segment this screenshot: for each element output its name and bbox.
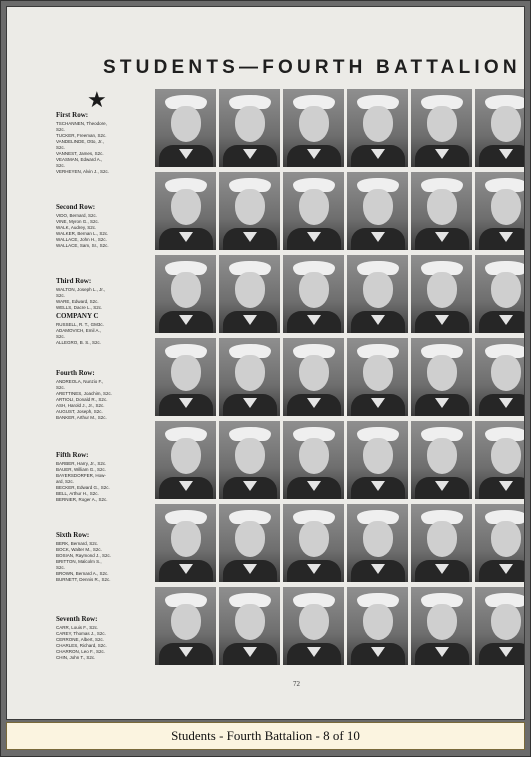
row-names-1: [56, 111, 156, 175]
student-name: BROWN, Bernard A., S2c.: [56, 571, 109, 576]
portrait-face: [363, 106, 393, 142]
portrait-face: [427, 438, 457, 474]
caption-text: Students - Fourth Battalion - 8 of 10: [171, 728, 360, 743]
portrait-face: [299, 604, 329, 640]
portrait-collar: [499, 232, 513, 242]
student-portrait: [475, 338, 525, 416]
student-portrait: [283, 587, 344, 665]
portrait-collar: [371, 481, 385, 491]
student-name: BANKER, Arthur M., S2c.: [56, 415, 107, 420]
name-list: [56, 541, 156, 583]
caption-bar: [6, 722, 525, 750]
student-portrait: [283, 421, 344, 499]
portrait-face: [171, 272, 201, 308]
page-number: 72: [293, 680, 300, 688]
student-name: WALK, Audrey, S2c.: [56, 225, 97, 230]
portrait-collar: [243, 315, 257, 325]
student-name: BAYERSDORFER, How-: [56, 473, 106, 478]
portrait-collar: [371, 564, 385, 574]
portrait-collar: [179, 315, 193, 325]
portrait-collar: [499, 398, 513, 408]
student-name: VEASMAN, Edward A.,: [56, 157, 103, 162]
name-list: [56, 287, 156, 311]
student-name: S2c.: [56, 565, 66, 570]
company-heading: COMPANY C: [56, 312, 99, 320]
portrait-face: [363, 604, 393, 640]
student-portrait: [283, 255, 344, 333]
portrait-face: [491, 355, 521, 391]
student-portrait: [155, 338, 216, 416]
portrait-collar: [435, 315, 449, 325]
student-portrait: [219, 504, 280, 582]
student-portrait: [347, 587, 408, 665]
student-portrait: [219, 587, 280, 665]
student-name: BOSIAN, Raymond J., S2c.: [56, 553, 112, 558]
student-name: VINE, Myron G., S2c.: [56, 219, 100, 224]
student-name: VANDELINDE, Otto, Jr.,: [56, 139, 104, 144]
student-name: BELL, Arthur H., S2c.: [56, 491, 99, 496]
portrait-collar: [243, 647, 257, 657]
row-names-4: [56, 369, 156, 421]
portrait-face: [171, 438, 201, 474]
portrait-collar: [243, 149, 257, 159]
row-heading: Fifth Row:: [56, 451, 89, 459]
student-name: S2c.: [56, 145, 66, 150]
student-portrait: [219, 255, 280, 333]
student-portrait: [155, 172, 216, 250]
portrait-face: [491, 604, 521, 640]
student-portrait: [283, 89, 344, 167]
student-portrait: [475, 255, 525, 333]
student-portrait: [475, 89, 525, 167]
portrait-face: [299, 272, 329, 308]
portrait-collar: [307, 232, 321, 242]
portrait-collar: [243, 564, 257, 574]
portrait-face: [427, 272, 457, 308]
student-name: BAUER, William G., S2c.: [56, 467, 107, 472]
student-name: S2c.: [56, 127, 66, 132]
student-name: ALLEGRO, B. S., S2c.: [56, 340, 102, 345]
name-list: [56, 625, 156, 661]
row-heading: Seventh Row:: [56, 615, 98, 623]
name-list: [56, 213, 156, 249]
student-portrait: [411, 504, 472, 582]
portrait-collar: [499, 647, 513, 657]
student-name: BARBER, Harry, Jr., S2c.: [56, 461, 107, 466]
student-portrait: [411, 89, 472, 167]
portrait-collar: [179, 647, 193, 657]
portrait-collar: [371, 647, 385, 657]
student-name: WALLACE, John H., S2c.: [56, 237, 107, 242]
portrait-collar: [499, 564, 513, 574]
portrait-collar: [179, 232, 193, 242]
page-title: STUDENTS—FOURTH BATTALION: [103, 57, 521, 78]
student-portrait: [219, 338, 280, 416]
portrait-face: [363, 189, 393, 225]
portrait-face: [491, 189, 521, 225]
portrait-collar: [307, 315, 321, 325]
student-name: VANNEST, James, S2c.: [56, 151, 104, 156]
row-heading: Fourth Row:: [56, 369, 95, 377]
portrait-collar: [179, 149, 193, 159]
student-portrait: [347, 421, 408, 499]
portrait-face: [171, 604, 201, 640]
portrait-face: [235, 106, 265, 142]
portrait-face: [299, 355, 329, 391]
portrait-collar: [371, 232, 385, 242]
student-portrait: [155, 89, 216, 167]
portrait-collar: [435, 481, 449, 491]
student-name: WALTON, Joseph L., Jr.,: [56, 287, 106, 292]
portrait-face: [491, 106, 521, 142]
portrait-grid: [155, 89, 525, 671]
student-name: CHIN, John T., S2c.: [56, 655, 96, 660]
portrait-face: [299, 189, 329, 225]
student-name: WALLACE, Sam, Sr., S2c.: [56, 243, 109, 248]
student-portrait: [219, 172, 280, 250]
portrait-collar: [371, 315, 385, 325]
student-portrait: [347, 255, 408, 333]
student-portrait: [347, 338, 408, 416]
yearbook-page: [6, 6, 525, 720]
portrait-collar: [435, 564, 449, 574]
portrait-face: [299, 438, 329, 474]
row-names-3: [56, 277, 156, 346]
student-portrait: [155, 504, 216, 582]
row-names-6: [56, 531, 156, 583]
portrait-face: [491, 272, 521, 308]
student-name: ard, S2c.: [56, 479, 75, 484]
portrait-face: [363, 355, 393, 391]
student-portrait: [475, 172, 525, 250]
student-name: WARE, Edward, S2c.: [56, 299, 99, 304]
portrait-face: [299, 106, 329, 142]
student-portrait: [155, 587, 216, 665]
student-portrait: [347, 89, 408, 167]
portrait-collar: [499, 315, 513, 325]
student-portrait: [475, 504, 525, 582]
student-name: S2c.: [56, 293, 66, 298]
portrait-face: [171, 106, 201, 142]
row-names-7: [56, 615, 156, 661]
row-names-2: [56, 203, 156, 249]
student-name: ARTIOLI, Donald R., S2c.: [56, 397, 108, 402]
student-portrait: [411, 338, 472, 416]
portrait-collar: [243, 398, 257, 408]
portrait-face: [427, 189, 457, 225]
portrait-face: [363, 272, 393, 308]
student-portrait: [283, 338, 344, 416]
student-name: S2c.: [56, 385, 66, 390]
student-portrait: [283, 172, 344, 250]
name-column: [56, 7, 156, 720]
portrait-collar: [371, 149, 385, 159]
student-portrait: [347, 172, 408, 250]
student-name: BRITTON, Malcolm S.,: [56, 559, 102, 564]
student-portrait: [347, 504, 408, 582]
portrait-face: [427, 106, 457, 142]
portrait-collar: [435, 647, 449, 657]
student-name: VERHEYEN, Alvin J., S2c.: [56, 169, 110, 174]
student-name: BERK, Bernard, S2c.: [56, 541, 99, 546]
portrait-face: [491, 438, 521, 474]
portrait-collar: [243, 232, 257, 242]
name-list: [56, 322, 156, 346]
student-name: BECKER, Edward G., S2c.: [56, 485, 110, 490]
portrait-face: [235, 521, 265, 557]
student-name: ANDREOLA, Nunzio F.,: [56, 379, 104, 384]
student-portrait: [475, 421, 525, 499]
name-list: [56, 461, 156, 503]
student-name: CHARLES, Richard, S2c.: [56, 643, 107, 648]
student-portrait: [411, 255, 472, 333]
star-icon: ★: [87, 87, 107, 112]
portrait-collar: [243, 481, 257, 491]
portrait-face: [171, 189, 201, 225]
portrait-collar: [307, 149, 321, 159]
student-name: WALKER, Bernan L., S2c.: [56, 231, 109, 236]
portrait-collar: [435, 149, 449, 159]
portrait-collar: [179, 398, 193, 408]
student-name: S2c.: [56, 334, 66, 339]
portrait-collar: [499, 149, 513, 159]
student-name: S2c.: [56, 163, 66, 168]
portrait-face: [171, 521, 201, 557]
student-name: BERNIER, Roger A., S2c.: [56, 497, 108, 502]
student-portrait: [219, 89, 280, 167]
student-name: ARETTINES, Joachim, S2c.: [56, 391, 113, 396]
portrait-collar: [307, 398, 321, 408]
student-name: TUCKER, Freeman, S2c.: [56, 133, 107, 138]
student-name: BOCK, Walter M., S2c.: [56, 547, 102, 552]
portrait-face: [299, 521, 329, 557]
portrait-collar: [179, 481, 193, 491]
student-portrait: [155, 421, 216, 499]
portrait-collar: [371, 398, 385, 408]
student-name: VIDO, Bernard, S2c.: [56, 213, 98, 218]
student-portrait: [475, 587, 525, 665]
student-portrait: [283, 504, 344, 582]
student-portrait: [155, 255, 216, 333]
student-name: WELLS, Dacre L., S2c.: [56, 305, 103, 310]
name-list: [56, 121, 156, 175]
student-name: CARR, Louis F., S2c.: [56, 625, 99, 630]
student-portrait: [411, 421, 472, 499]
portrait-face: [171, 355, 201, 391]
portrait-collar: [435, 398, 449, 408]
portrait-face: [427, 355, 457, 391]
student-name: TSCHANNEN, Theodore,: [56, 121, 107, 126]
row-heading: Third Row:: [56, 277, 92, 285]
row-names-5: [56, 451, 156, 503]
portrait-collar: [499, 481, 513, 491]
portrait-face: [235, 604, 265, 640]
portrait-collar: [307, 481, 321, 491]
portrait-face: [427, 521, 457, 557]
portrait-face: [235, 355, 265, 391]
student-name: ASH, Harold J., Jr., S2c.: [56, 403, 105, 408]
student-portrait: [411, 587, 472, 665]
student-name: CHARRON, Leo F., S2c.: [56, 649, 106, 654]
portrait-face: [235, 438, 265, 474]
portrait-face: [363, 438, 393, 474]
student-name: RUSSELL, R. T., GM3c.: [56, 322, 104, 327]
portrait-face: [427, 604, 457, 640]
student-name: CERRONE, Albert, S2c.: [56, 637, 105, 642]
portrait-collar: [307, 647, 321, 657]
student-name: ADAMOVICH, Emil A.,: [56, 328, 102, 333]
portrait-face: [235, 272, 265, 308]
portrait-collar: [435, 232, 449, 242]
row-heading: First Row:: [56, 111, 89, 119]
row-heading: Sixth Row:: [56, 531, 90, 539]
portrait-collar: [307, 564, 321, 574]
student-portrait: [411, 172, 472, 250]
student-portrait: [219, 421, 280, 499]
student-name: AUGUST, Joseph, S2c.: [56, 409, 103, 414]
portrait-face: [491, 521, 521, 557]
portrait-face: [363, 521, 393, 557]
portrait-collar: [179, 564, 193, 574]
portrait-face: [235, 189, 265, 225]
row-heading: Second Row:: [56, 203, 96, 211]
student-name: CAREY, Thomas J., S2c.: [56, 631, 106, 636]
student-name: BURNETT, Dennis R., S2c.: [56, 577, 111, 582]
name-list: [56, 379, 156, 421]
